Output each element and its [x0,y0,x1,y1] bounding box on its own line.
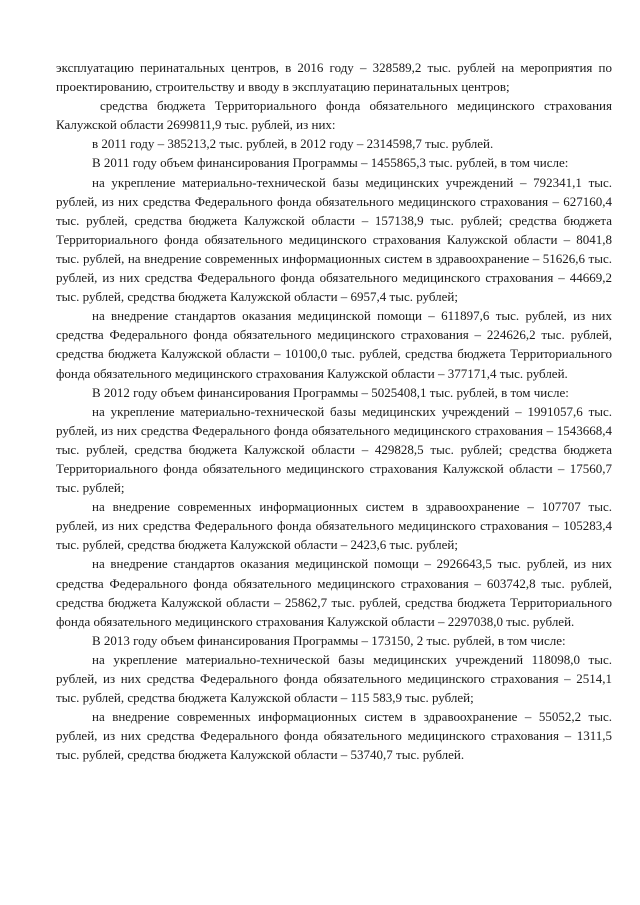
paragraph-2012-infrastructure: на укрепление материально-технической базы медицинских учреждений – 1991057,6 тыс. рублей, из них средства Федерального фонда обязательного медицинского страхования – 1543668,4 тыс. рублей, средства бюджета Калужской области – 429828,5 тыс. рублей; средства бюджета Территориального фонда обязательного медицинского страхования Калужской области – 17560,7 тыс. рублей; [56,403,612,496]
paragraph-2012-total: В 2012 году объем финансирования Программы – 5025408,1 тыс. рублей, в том числе: [92,384,569,400]
paragraph-perinatal-centers: эксплуатацию перинатальных центров, в 2016 году – 328589,2 тыс. рублей на мероприятия по проектированию, строительству и вводу в эксплуатацию перинатальных центров; [56,60,612,95]
paragraph-2011-standards: на внедрение стандартов оказания медицинской помощи – 611897,6 тыс. рублей, из них средства Федерального фонда обязательного медицинского страхования – 224626,2 тыс. рублей, средства бюджета Калужской области – 10100,0 тыс. рублей, средства бюджета Территориального фонда обязательного медицинского страхования Калужской области – 377171,4 тыс. рублей. [56,308,612,381]
paragraph-2012-information-systems: на внедрение современных информационных систем в здравоохранение – 107707 тыс. рублей, из них средства Федерального фонда обязательного медицинского страхования – 105283,4 тыс. рублей, средства бюджета Калужской области – 2423,6 тыс. рублей; [56,499,612,553]
paragraph-2011-total: В 2011 году объем финансирования Программы – 1455865,3 тыс. рублей, в том числе: [92,155,569,171]
paragraph-2013-information-systems: на внедрение современных информационных систем в здравоохранение – 55052,2 тыс. рублей, из них средства Федерального фонда обязательного медицинского страхования – 1311,5 тыс. рублей, средства бюджета Калужской области – 53740,7 тыс. рублей. [56,709,612,763]
paragraph-territorial-fund-total: средства бюджета Территориального фонда обязательного медицинского страхования Калужской области 2699811,9 тыс. рублей, из них: [56,98,612,133]
paragraph-2013-infrastructure: на укрепление материально-технической базы медицинских учреждений 118098,0 тыс. рублей, из них средства Федерального фонда обязательного медицинского страхования – 2514,1 тыс. рублей, средства бюджета Калужской области – 115 583,9 тыс. рублей; [56,651,612,706]
paragraph-2012-standards: на внедрение стандартов оказания медицинской помощи – 2926643,5 тыс. рублей, из них средства Федерального фонда обязательного медицинского страхования – 603742,8 тыс. рублей, средства бюджета Калужской области – 25862,7 тыс. рублей, средства бюджета Территориального фонда обязательного медицинского страхования Калужской области – 2297038,0 тыс. рублей. [56,556,612,629]
paragraph-2011-infrastructure: на укрепление материально-технической базы медицинских учреждений – 792341,1 тыс. рублей, из них средства Федерального фонда обязательного медицинского страхования – 627160,4 тыс. рублей, средства бюджета Калужской области – 157138,9 тыс. рублей; средства бюджета Территориального фонда обязательного медицинского страхования Калужской области – 8041,8 тыс. рублей, на внедрение современных информационных систем в здравоохранение – 51626,6 тыс. рублей, из них средства Федерального фонда обязательного медицинского страхования – 44669,2 тыс. рублей, средства бюджета Калужской области – 6957,4 тыс. рублей; [56,174,612,305]
paragraph-2013-total: В 2013 году объем финансирования Программы – 173150, 2 тыс. рублей, в том числе: [92,632,566,648]
paragraph-territorial-fund-by-year: в 2011 году – 385213,2 тыс. рублей, в 2012 году – 2314598,7 тыс. рублей. [92,136,494,152]
